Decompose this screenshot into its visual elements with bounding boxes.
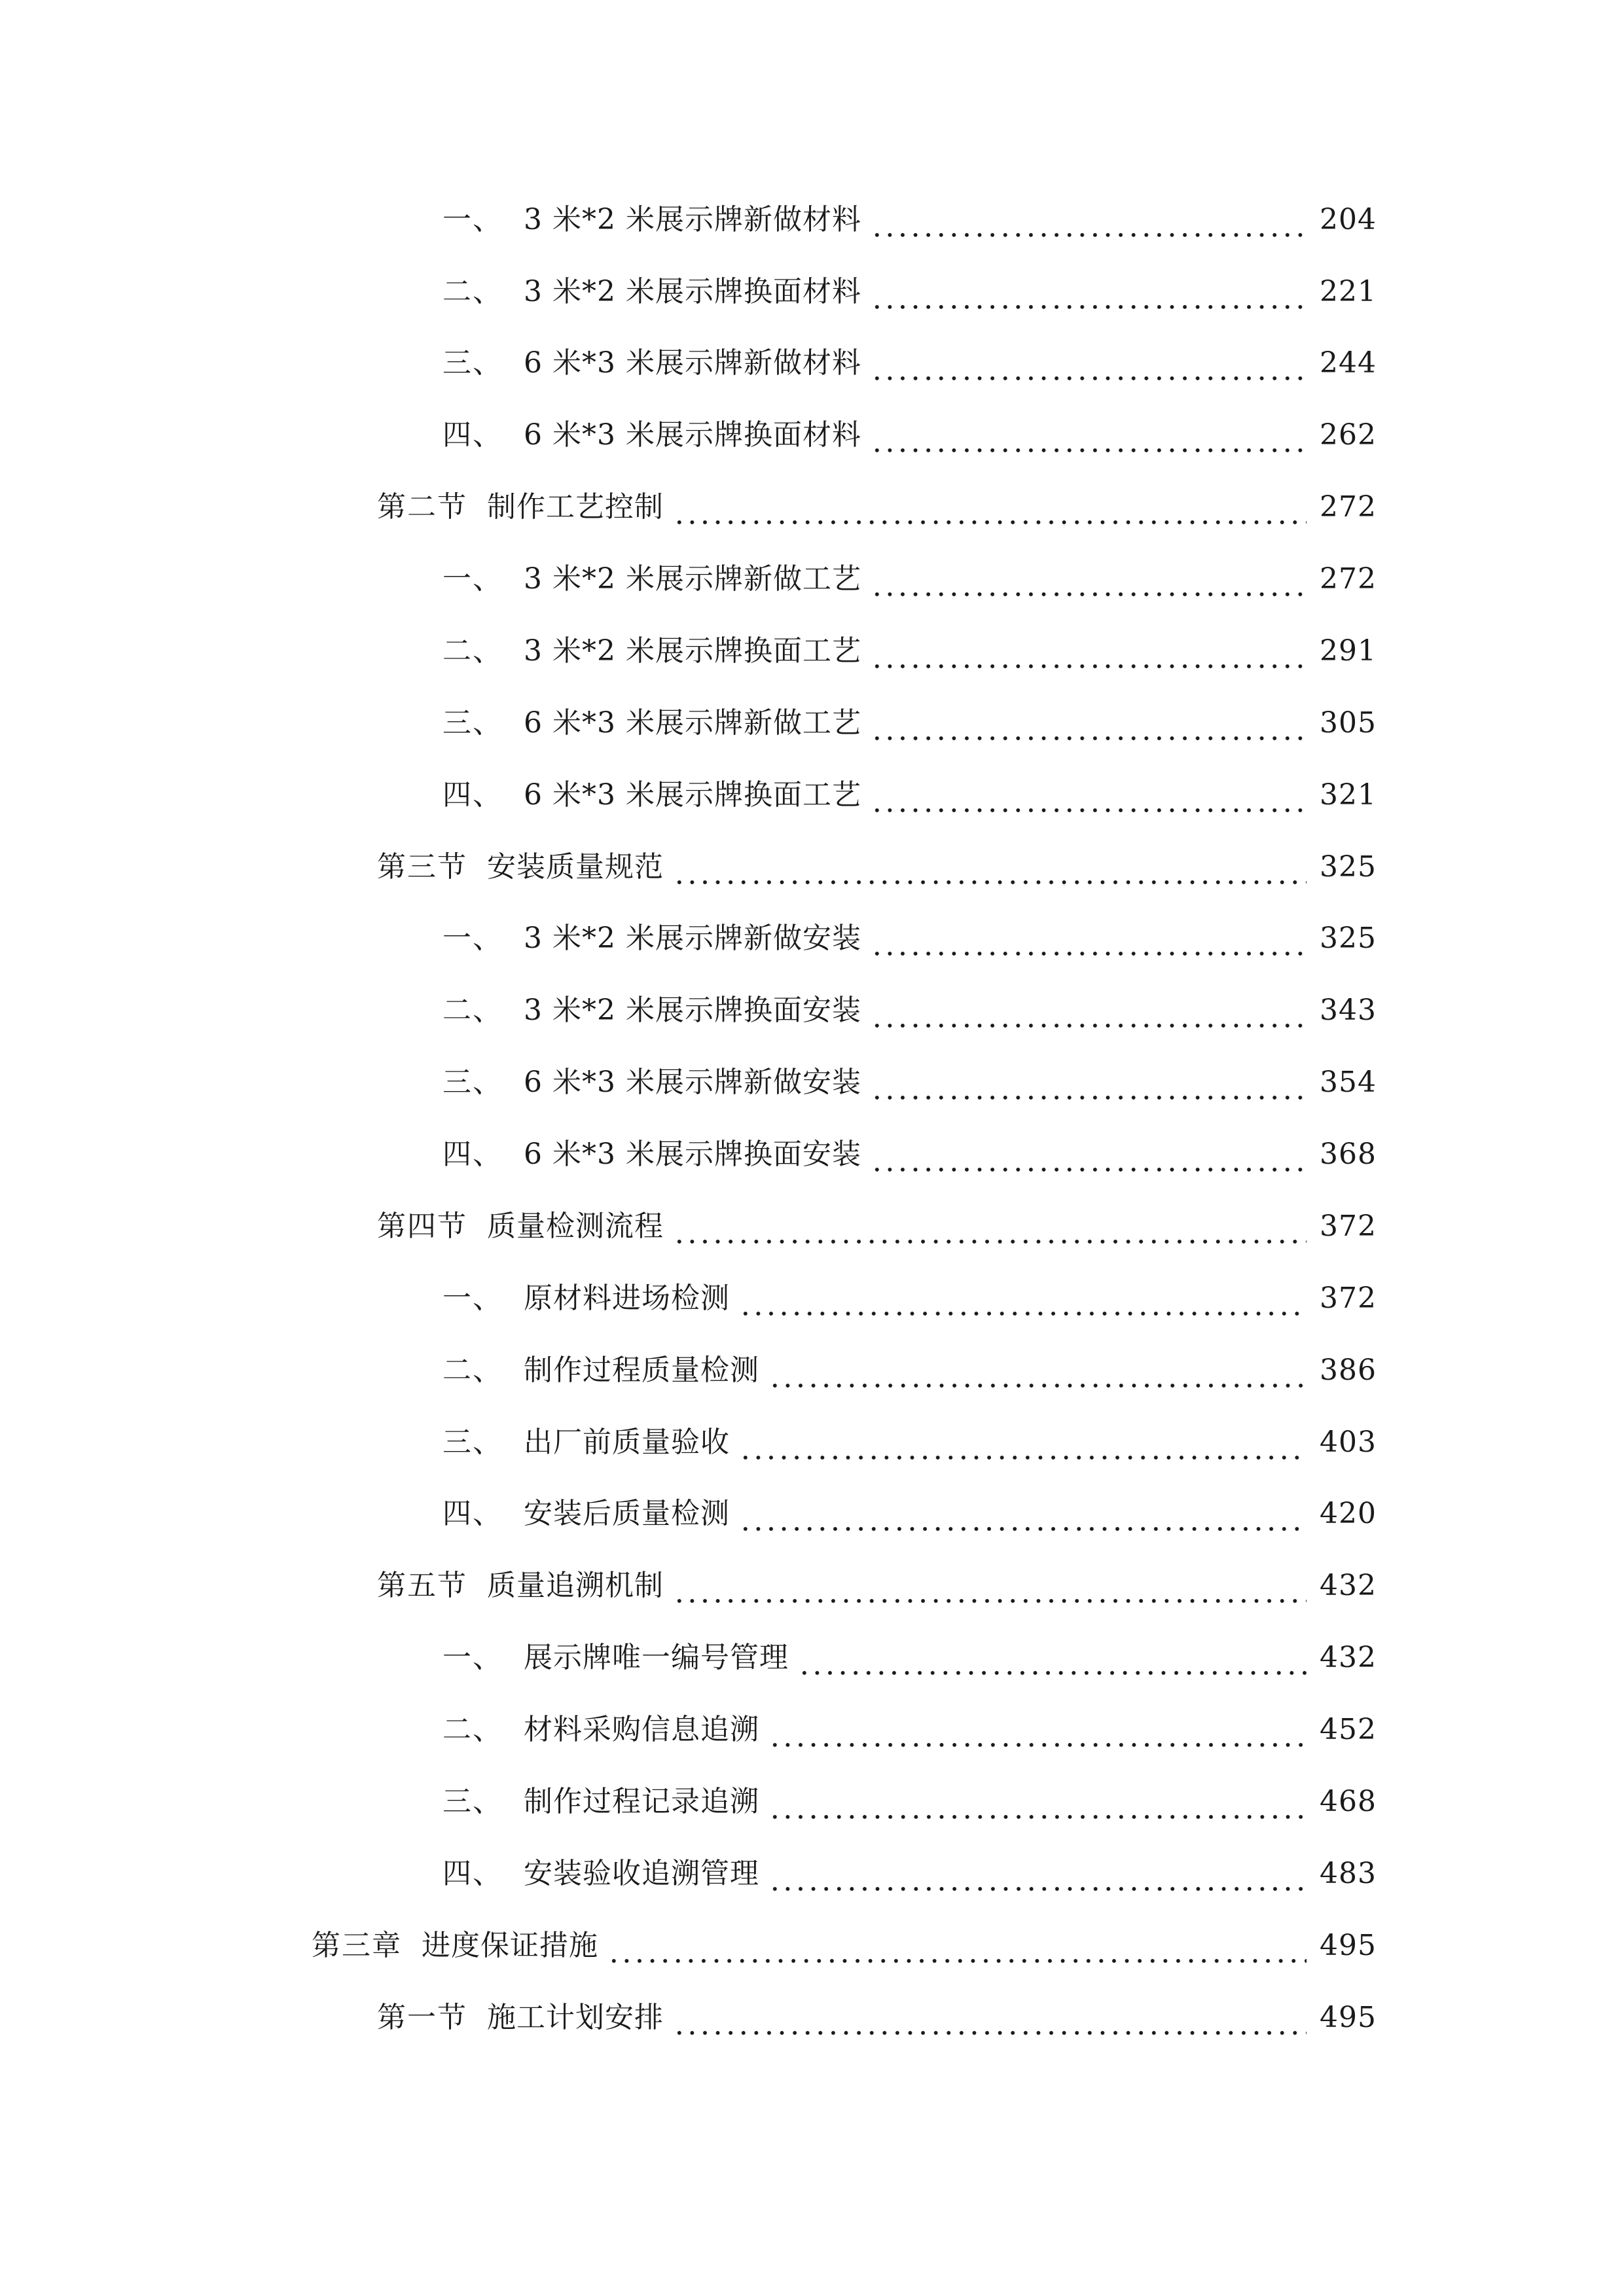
dot-leader [673,1560,1307,1612]
toc-section-entry[interactable] [377,841,1377,893]
toc-entry-title: 材料采购信息追溯 [524,1713,759,1746]
dot-leader [871,409,1307,461]
toc-entry-title: 6 米*3 米展示牌新做材料 [524,346,861,380]
toc-entry-number: 四、 [442,1497,503,1530]
dot-leader [871,194,1307,246]
toc-entry-number: 第五节 [377,1569,467,1602]
dot-leader [607,1920,1307,1972]
dot-leader [871,984,1307,1037]
toc-entry[interactable] [442,266,1377,318]
toc-entry[interactable] [442,1128,1377,1181]
toc-entry-title: 施工计划安排 [487,2001,664,2034]
toc-entry[interactable] [442,1272,1377,1325]
toc-chapter-entry[interactable] [312,1920,1377,1972]
toc-entry-page: 343 [1320,994,1377,1027]
toc-entry-page: 262 [1320,418,1377,452]
toc-entry-page: 372 [1320,1282,1377,1315]
toc-entry-number: 二、 [442,634,503,668]
dot-leader [768,1704,1307,1756]
dot-leader [798,1632,1307,1684]
dot-leader [673,1200,1307,1253]
toc-entry-number: 四、 [442,1857,503,1890]
toc-entry-page: 272 [1320,562,1377,596]
toc-entry[interactable] [442,194,1377,246]
toc-entry-title: 制作过程质量检测 [524,1354,759,1387]
toc-entry-title: 安装后质量检测 [524,1497,730,1530]
toc-entry-page: 483 [1320,1857,1377,1890]
toc-entry-title: 制作工艺控制 [487,490,664,524]
toc-entry[interactable] [442,1776,1377,1828]
toc-entry-title: 6 米*3 米展示牌新做安装 [524,1066,861,1099]
toc-entry-page: 495 [1320,1929,1377,1962]
toc-entry-number: 三、 [442,706,503,740]
toc-entry-number: 四、 [442,778,503,812]
dot-leader [673,841,1307,893]
toc-entry-title: 质量检测流程 [487,1210,664,1243]
toc-entry-page: 368 [1320,1138,1377,1171]
toc-entry-page: 468 [1320,1785,1377,1818]
toc-entry-number: 一、 [442,1282,503,1315]
toc-entry-page: 354 [1320,1066,1377,1099]
toc-entry-title: 出厂前质量验收 [524,1426,730,1459]
toc-entry[interactable] [442,1488,1377,1540]
toc-entry[interactable] [442,1848,1377,1900]
toc-entry-page: 272 [1320,490,1377,524]
toc-entry[interactable] [442,769,1377,821]
toc-entry-number: 一、 [442,922,503,955]
toc-entry-number: 二、 [442,1713,503,1746]
dot-leader [739,1272,1307,1325]
toc-entry[interactable] [442,1416,1377,1469]
dot-leader [768,1776,1307,1828]
toc-entry-title: 展示牌唯一编号管理 [524,1641,789,1674]
dot-leader [871,266,1307,318]
toc-entry-title: 3 米*2 米展示牌换面安装 [524,994,861,1027]
toc-entry-page: 495 [1320,2001,1377,2034]
toc-entry-page: 221 [1320,275,1377,308]
dot-leader [871,337,1307,389]
toc-entry-number: 第二节 [377,490,467,524]
toc-entry[interactable] [442,697,1377,749]
toc-entry-page: 452 [1320,1713,1377,1746]
toc-entry-page: 420 [1320,1497,1377,1530]
toc-entry-number: 三、 [442,1785,503,1818]
toc-entry[interactable] [442,1056,1377,1109]
toc-entry-title: 3 米*2 米展示牌新做材料 [524,203,861,236]
toc-entry[interactable] [442,553,1377,605]
toc-entry-page: 386 [1320,1354,1377,1387]
dot-leader [768,1344,1307,1397]
toc-entry-number: 一、 [442,562,503,596]
toc-entry-page: 403 [1320,1426,1377,1459]
toc-entry[interactable] [442,337,1377,389]
toc-entry-title: 6 米*3 米展示牌换面工艺 [524,778,861,812]
toc-entry-page: 321 [1320,778,1377,812]
toc-entry-number: 一、 [442,203,503,236]
toc-entry-number: 四、 [442,1138,503,1171]
toc-entry-title: 3 米*2 米展示牌新做安装 [524,922,861,955]
toc-entry-number: 第四节 [377,1210,467,1243]
toc-entry[interactable] [442,1704,1377,1756]
dot-leader [871,1128,1307,1181]
toc-entry[interactable] [442,1632,1377,1684]
toc-entry-number: 第三节 [377,850,467,884]
toc-entry[interactable] [442,625,1377,677]
toc-entry[interactable] [442,1344,1377,1397]
toc-section-entry[interactable] [377,1560,1377,1612]
dot-leader [768,1848,1307,1900]
toc-entry-number: 三、 [442,346,503,380]
toc-entry-title: 3 米*2 米展示牌换面材料 [524,275,861,308]
dot-leader [871,625,1307,677]
toc-entry-number: 第一节 [377,2001,467,2034]
toc-entry-title: 3 米*2 米展示牌换面工艺 [524,634,861,668]
toc-entry-title: 3 米*2 米展示牌新做工艺 [524,562,861,596]
toc-entry-page: 372 [1320,1210,1377,1243]
toc-entry-page: 432 [1320,1569,1377,1602]
toc-entry-page: 305 [1320,706,1377,740]
dot-leader [673,1992,1307,2044]
toc-entry-number: 二、 [442,1354,503,1387]
dot-leader [739,1488,1307,1540]
dot-leader [871,553,1307,605]
toc-entry-title: 安装质量规范 [487,850,664,884]
toc-entry-number: 二、 [442,275,503,308]
toc-entry-number: 三、 [442,1426,503,1459]
toc-entry-page: 244 [1320,346,1377,380]
dot-leader [871,697,1307,749]
toc-entry-number: 一、 [442,1641,503,1674]
toc-entry-page: 204 [1320,203,1377,236]
toc-entry-title: 原材料进场检测 [524,1282,730,1315]
toc-entry-title: 6 米*3 米展示牌换面材料 [524,418,861,452]
toc-section-entry[interactable] [377,1992,1377,2044]
toc-entry-title: 制作过程记录追溯 [524,1785,759,1818]
dot-leader [871,912,1307,965]
toc-entry-page: 325 [1320,850,1377,884]
dot-leader [871,1056,1307,1109]
dot-leader [739,1416,1307,1469]
toc-entry-number: 三、 [442,1066,503,1099]
toc-entry[interactable] [442,409,1377,461]
toc-section-entry[interactable] [377,481,1377,533]
toc-entry-number: 四、 [442,418,503,452]
toc-entry-title: 质量追溯机制 [487,1569,664,1602]
toc-entry-number: 二、 [442,994,503,1027]
toc-entry-title: 6 米*3 米展示牌新做工艺 [524,706,861,740]
toc-section-entry[interactable] [377,1200,1377,1253]
toc-entry-page: 432 [1320,1641,1377,1674]
toc-entry-title: 进度保证措施 [422,1929,598,1962]
dot-leader [673,481,1307,533]
toc-entry[interactable] [442,912,1377,965]
toc-entry-title: 安装验收追溯管理 [524,1857,759,1890]
toc-entry-page: 291 [1320,634,1377,668]
toc-entry-number: 第三章 [312,1929,402,1962]
toc-entry-page: 325 [1320,922,1377,955]
dot-leader [871,769,1307,821]
toc-entry-title: 6 米*3 米展示牌换面安装 [524,1138,861,1171]
toc-entry[interactable] [442,984,1377,1037]
